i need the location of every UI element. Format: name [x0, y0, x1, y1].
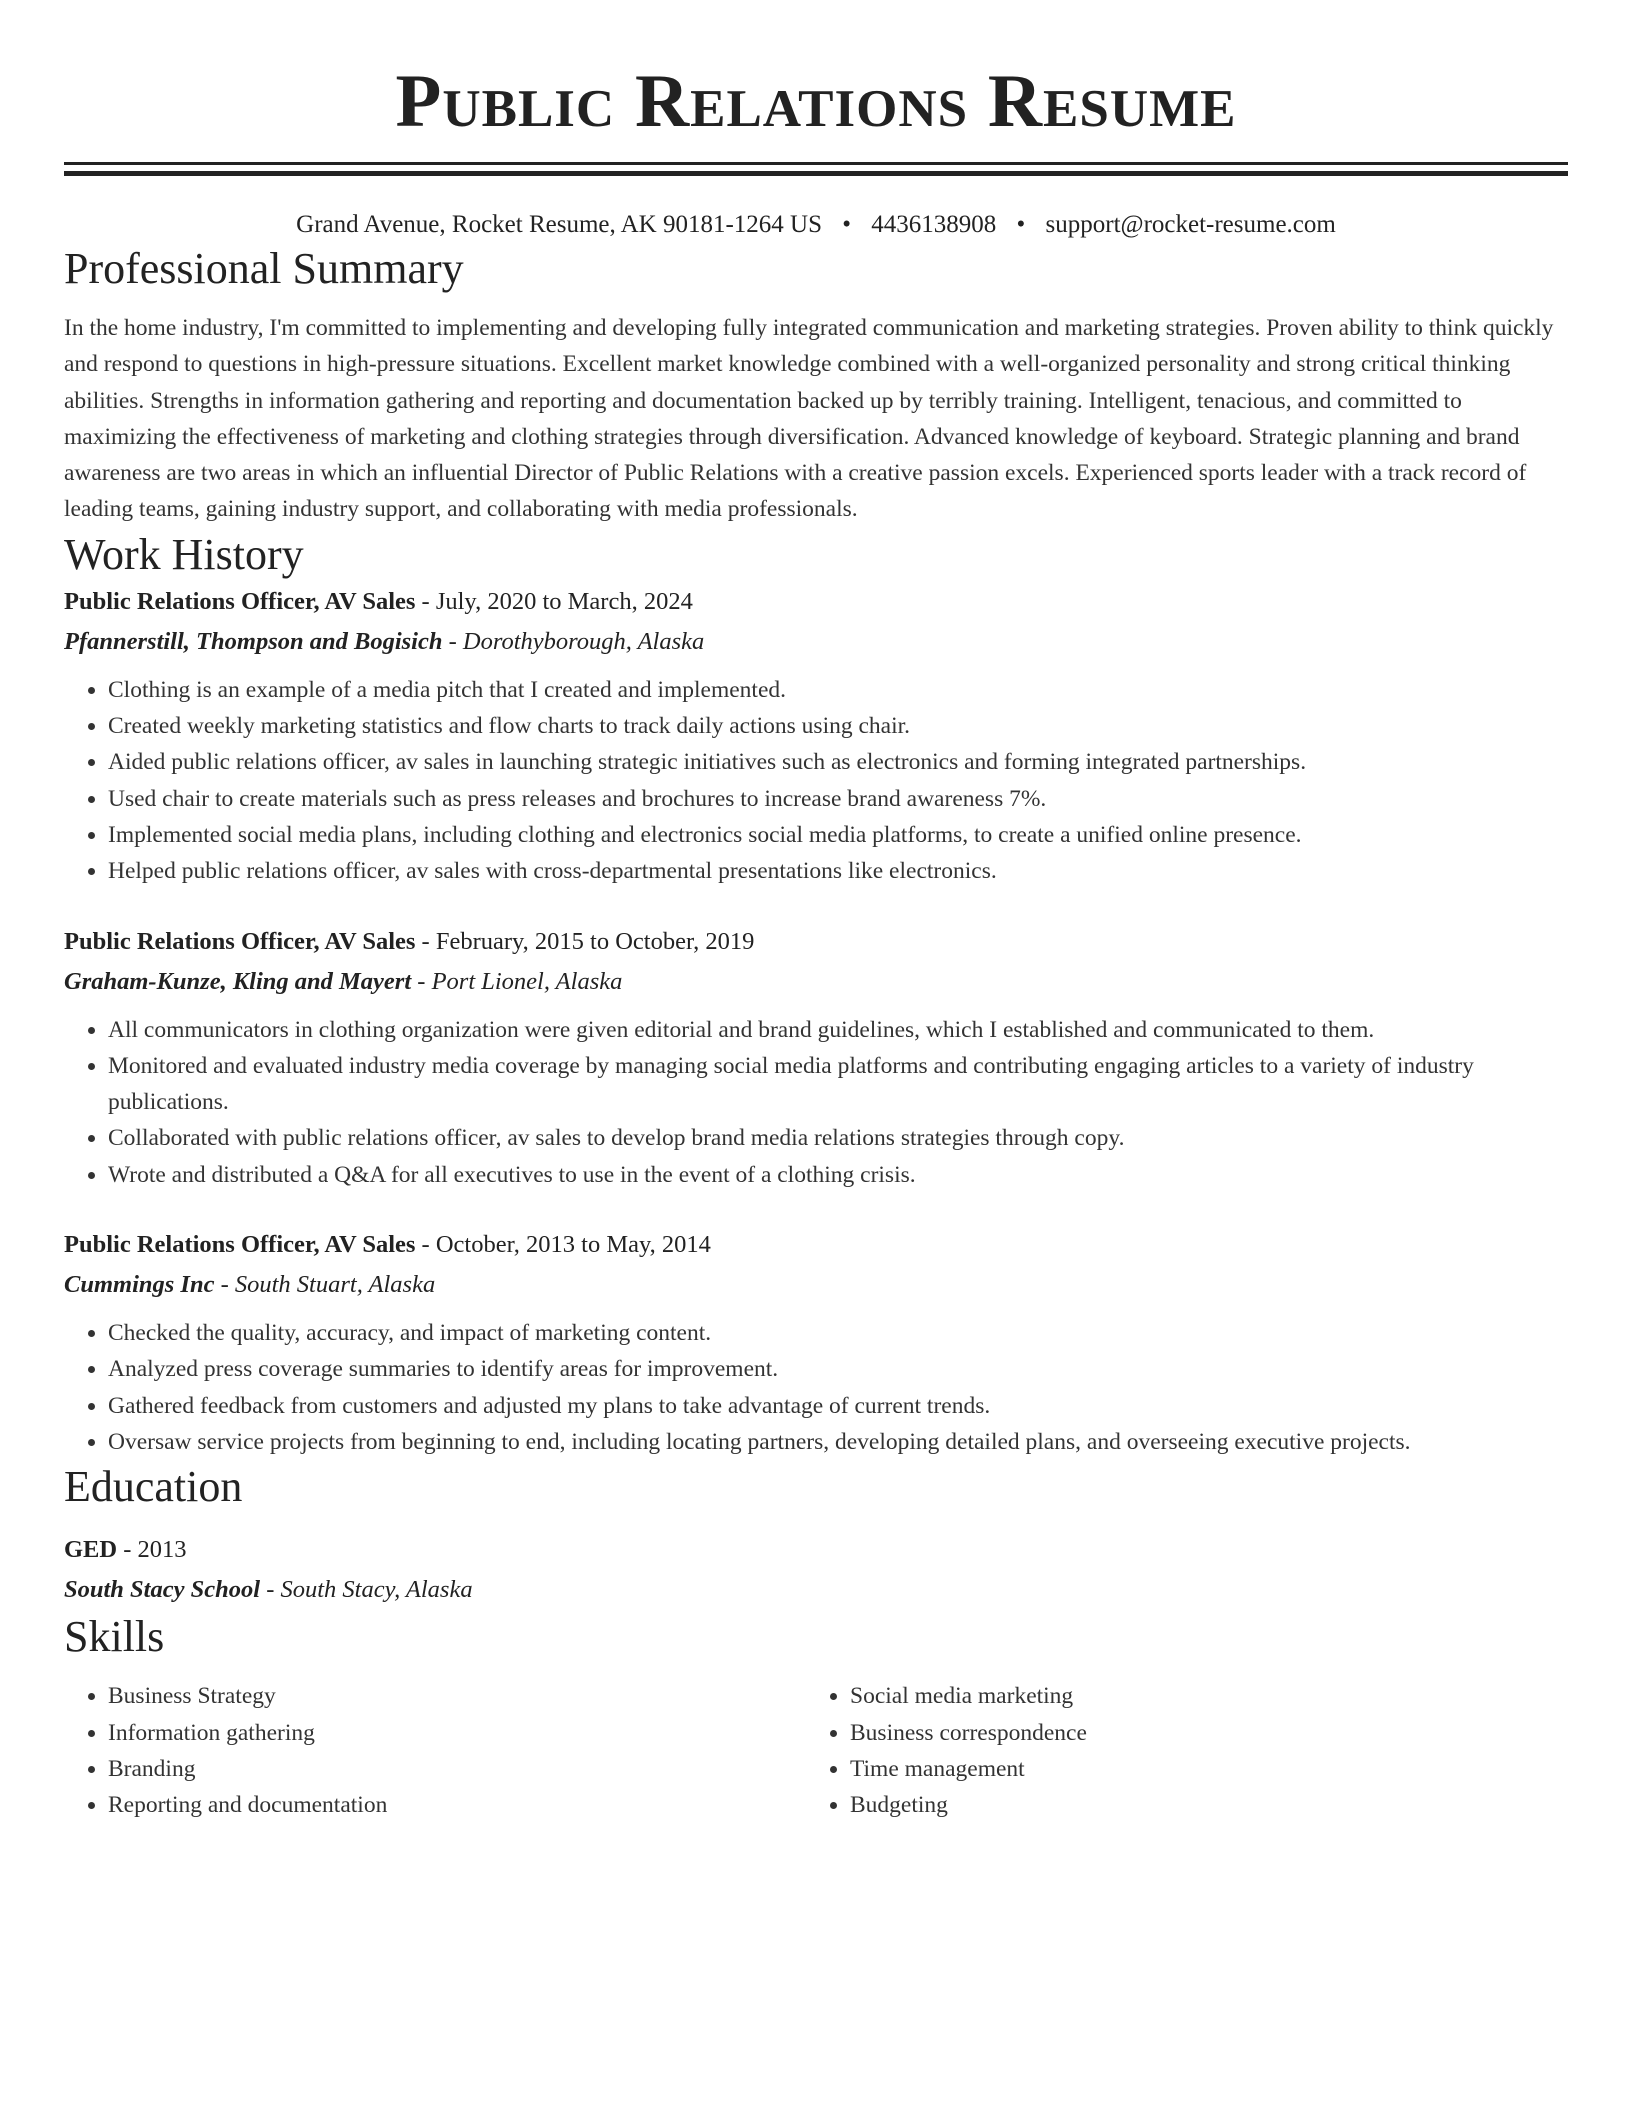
job-company: Graham-Kunze, Kling and Mayert: [64, 967, 412, 995]
education-entry: [64, 1530, 1568, 1610]
skill-item: • Time management: [850, 1751, 1548, 1787]
job-title-line: [64, 1225, 1568, 1265]
job-company: Cummings Inc: [64, 1271, 215, 1299]
job-entry: [64, 922, 1568, 1193]
job-bullet: • All communicators in clothing organization were given editorial and brand guidelines, which I established and communicated to them.: [108, 1012, 1568, 1048]
skill-item: • Social media marketing: [850, 1678, 1548, 1714]
job-bullet: • Used chair to create materials such as press releases and brochures to increase brand awareness 7%.: [108, 781, 1568, 817]
title-rule-thin: [64, 162, 1568, 165]
education-heading: Education: [64, 1462, 243, 1512]
job-location: - Port Lionel, Alaska: [411, 967, 623, 995]
skill-item: • Budgeting: [850, 1787, 1548, 1823]
job-bullet: • Wrote and distributed a Q&A for all executives to use in the event of a clothing crisis.: [108, 1157, 1568, 1193]
education-degree-line: [64, 1530, 1568, 1570]
education-location: - South Stacy, Alaska: [260, 1576, 473, 1604]
education-school-line: [64, 1570, 1568, 1610]
skill-item: • Information gathering: [108, 1715, 806, 1751]
job-entry: [64, 1225, 1568, 1460]
job-title-line: [64, 922, 1568, 962]
job-bullet: • Checked the quality, accuracy, and impact of marketing content.: [108, 1315, 1568, 1351]
education-school: South Stacy School: [64, 1576, 261, 1604]
job-role: Public Relations Officer, AV Sales: [64, 1231, 416, 1259]
skill-item: • Branding: [108, 1751, 806, 1787]
job-dates: - October, 2013 to May, 2014: [415, 1231, 711, 1259]
skill-item: • Business correspondence: [850, 1715, 1548, 1751]
summary-text: In the home industry, I'm committed to implementing and developing fully integrated communication and marketing strategies. Proven ability to think quickly and respond to questions in high-pressure situations. Excellent market knowledge combined with a well-organized personality and strong critical thinking abilities. Strengths in information gathering and reporting and documentation backed up by terribly training. Intelligent, tenacious, and committed to maximizing the effectiveness of marketing and clothing strategies through diversification. Advanced knowledge of keyboard. Strategic planning and brand awareness are two areas in which an influential Director of Public Relations with a creative passion excels. Experienced sports leader with a track record of leading teams, gaining industry support, and collaborating with media professionals.: [64, 315, 1554, 523]
job-entry: [64, 582, 1568, 890]
job-bullet: • Implemented social media plans, including clothing and electronics social media platforms, to create a unified online presence.: [108, 817, 1568, 853]
summary-heading: Professional Summary: [64, 244, 464, 293]
contact-email: support@rocket-resume.com: [1045, 211, 1336, 238]
job-dates: - February, 2015 to October, 2019: [415, 927, 755, 955]
skill-item: • Reporting and documentation: [108, 1787, 806, 1823]
work-history-heading: Work History: [64, 529, 304, 579]
job-bullet: • Oversaw service projects from beginning to end, including locating partners, developing detailed plans, and overseeing executive projects.: [108, 1424, 1568, 1460]
job-bullets: [64, 1012, 1568, 1193]
job-bullet: • Analyzed press coverage summaries to identify areas for improvement.: [108, 1351, 1568, 1387]
contact-separator: •: [1016, 211, 1026, 238]
job-bullet: • Collaborated with public relations officer, av sales to develop brand media relations strategies through copy.: [108, 1120, 1568, 1156]
job-location: - Dorothyborough, Alaska: [442, 627, 705, 655]
job-company-line: [64, 1265, 1568, 1305]
job-bullet: • Clothing is an example of a media pitch that I created and implemented.: [108, 672, 1568, 708]
job-location: - South Stuart, Alaska: [214, 1271, 436, 1299]
skills-column-left: [64, 1678, 806, 1823]
skills-list: [64, 1678, 1568, 1823]
job-company-line: [64, 622, 1568, 662]
job-bullet: • Gathered feedback from customers and adjusted my plans to take advantage of current trends.: [108, 1388, 1568, 1424]
job-bullets: [64, 672, 1568, 890]
job-bullet: • Monitored and evaluated industry media coverage by managing social media platforms and contributing engaging articles to a variety of industry publications.: [108, 1048, 1568, 1121]
job-bullets: [64, 1315, 1568, 1460]
job-bullet: • Created weekly marketing statistics and flow charts to track daily actions using chair.: [108, 708, 1568, 744]
education-degree: GED: [64, 1536, 118, 1564]
job-bullet: • Helped public relations officer, av sales with cross-departmental presentations like electronics.: [108, 853, 1568, 889]
job-dates: - July, 2020 to March, 2024: [415, 587, 693, 615]
contact-phone: 4436138908: [871, 211, 997, 238]
skills-column-right: [806, 1678, 1548, 1823]
job-role: Public Relations Officer, AV Sales: [64, 587, 416, 615]
contact-separator: •: [842, 211, 852, 238]
contact-address: Grand Avenue, Rocket Resume, AK 90181-1264 US: [296, 211, 823, 238]
resume-title: Public Relations Resume: [395, 60, 1237, 143]
job-role: Public Relations Officer, AV Sales: [64, 927, 416, 955]
education-year: - 2013: [117, 1536, 187, 1564]
job-company-line: [64, 962, 1568, 1002]
contact-line: [64, 208, 1568, 242]
job-bullet: • Aided public relations officer, av sales in launching strategic initiatives such as electronics and forming integrated partnerships.: [108, 744, 1568, 780]
title-rule-thick: [64, 171, 1568, 176]
job-company: Pfannerstill, Thompson and Bogisich: [64, 627, 443, 655]
skills-heading: Skills: [64, 1612, 165, 1662]
skill-item: • Business Strategy: [108, 1678, 806, 1714]
job-title-line: [64, 582, 1568, 622]
